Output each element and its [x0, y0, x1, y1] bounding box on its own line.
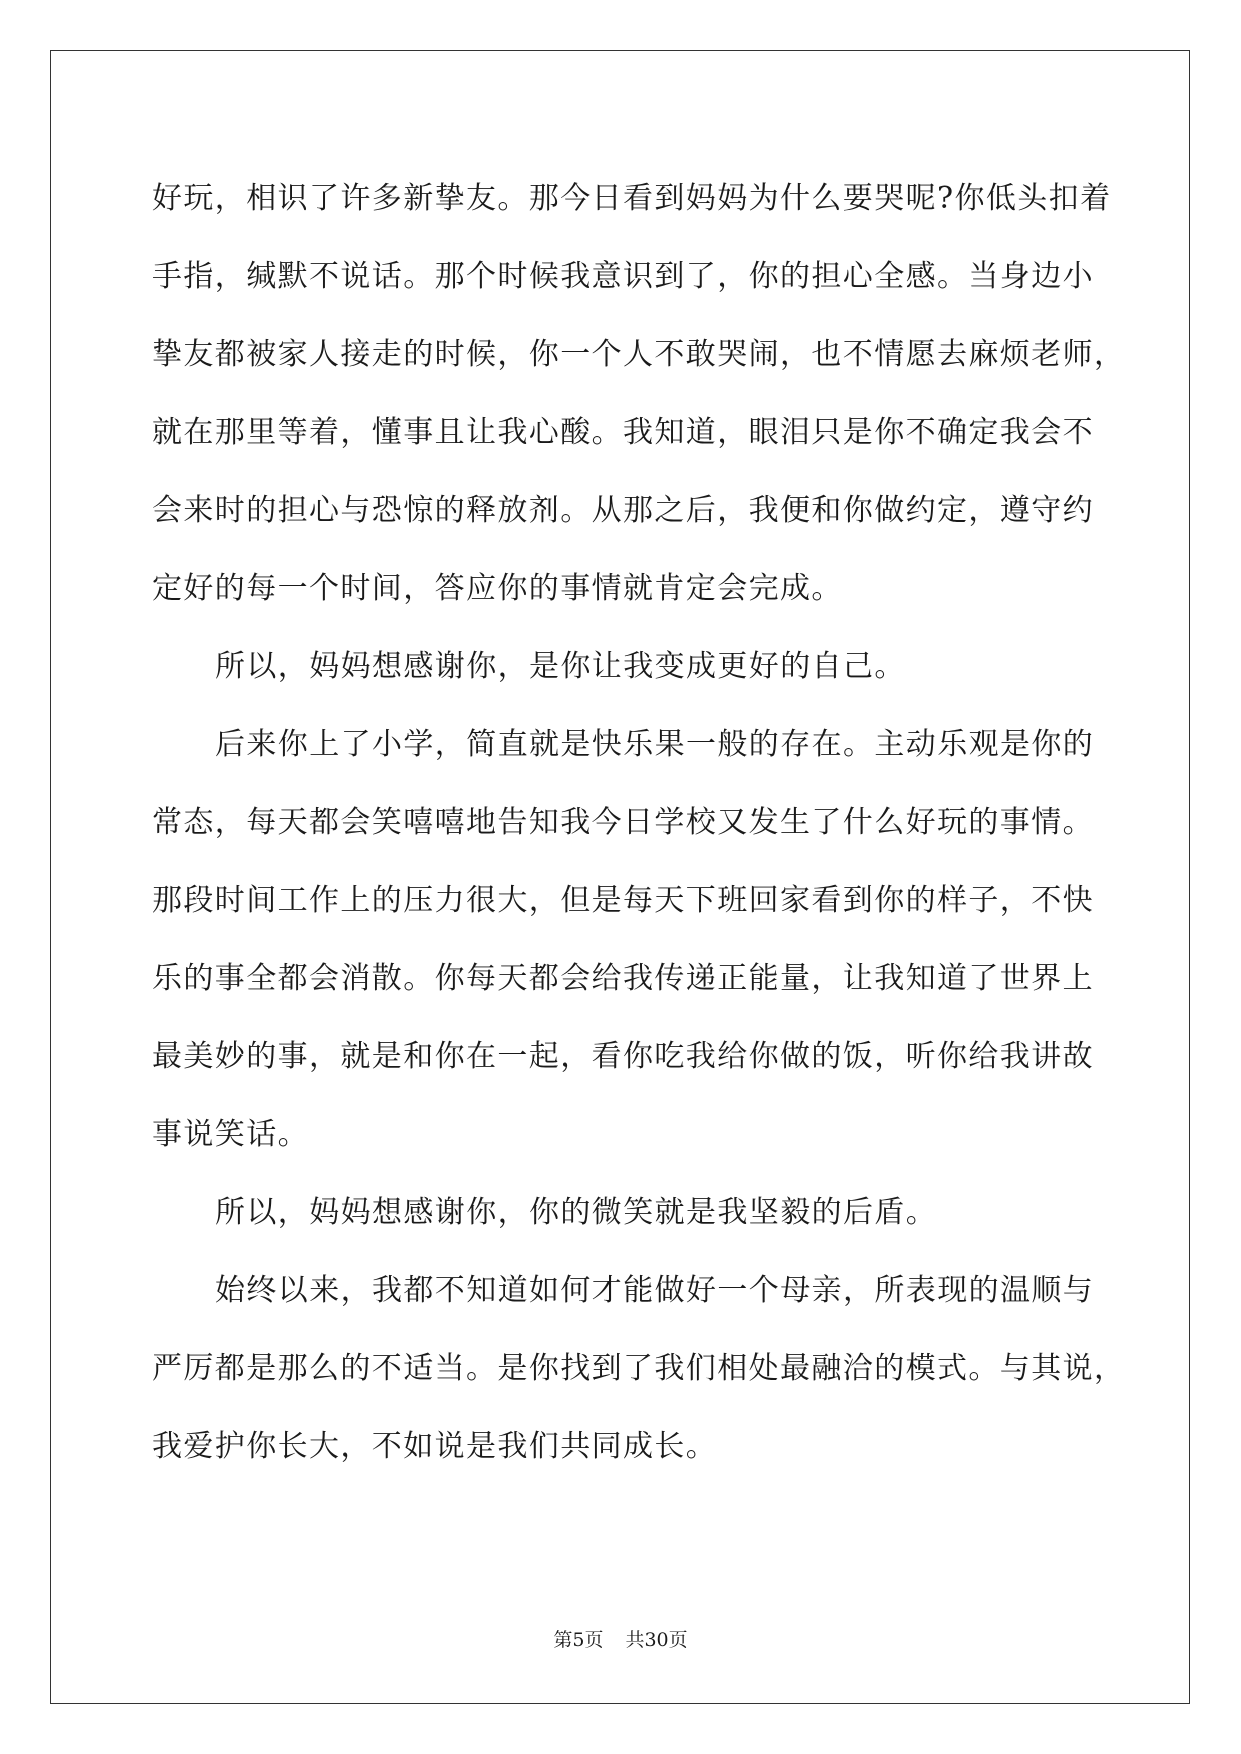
page-footer: [0, 1625, 1241, 1652]
text-line: 就在那里等着，懂事且让我心酸。我知道，眼泪只是你不确定我会不: [152, 415, 1094, 450]
text-line: 严厉都是那么的不适当。是你找到了我们相处最融洽的模式。与其说，: [152, 1351, 1126, 1386]
page-number: 第5页: [553, 1629, 604, 1651]
paragraph-start-line: 后来你上了小学，简直就是快乐果一般的存在。主动乐观是你的: [215, 727, 1095, 762]
paragraph-start-line: 所以，妈妈想感谢你，你的微笑就是我坚毅的后盾。: [215, 1195, 938, 1230]
text-line: 我爱护你长大，不如说是我们共同成长。: [152, 1429, 718, 1464]
text-line: 最美妙的事，就是和你在一起，看你吃我给你做的饭，听你给我讲故: [152, 1039, 1094, 1074]
document-body: [152, 160, 1126, 1486]
text-line: 定好的每一个时间，答应你的事情就肯定会完成。: [152, 571, 843, 606]
text-line: 乐的事全都会消散。你每天都会给我传递正能量，让我知道了世界上: [152, 961, 1094, 996]
text-line: 挚友都被家人接走的时候，你一个人不敢哭闹，也不情愿去麻烦老师，: [152, 337, 1126, 372]
text-line: 会来时的担心与恐惊的释放剂。从那之后，我便和你做约定，遵守约: [152, 493, 1094, 528]
page-total: 共30页: [625, 1629, 688, 1651]
text-line: 事说笑话。: [152, 1117, 309, 1152]
text-line: 手指，缄默不说话。那个时候我意识到了，你的担心全感。当身边小: [152, 259, 1094, 294]
text-line: 常态，每天都会笑嘻嘻地告知我今日学校又发生了什么好玩的事情。: [152, 805, 1094, 840]
text-line: 好玩，相识了许多新挚友。那今日看到妈妈为什么要哭呢?你低头扣着: [152, 181, 1112, 216]
text-line: 那段时间工作上的压力很大，但是每天下班回家看到你的样子，不快: [152, 883, 1094, 918]
paragraph-start-line: 所以，妈妈想感谢你，是你让我变成更好的自己。: [215, 649, 906, 684]
paragraph-start-line: 始终以来，我都不知道如何才能做好一个母亲，所表现的温顺与: [215, 1273, 1095, 1308]
